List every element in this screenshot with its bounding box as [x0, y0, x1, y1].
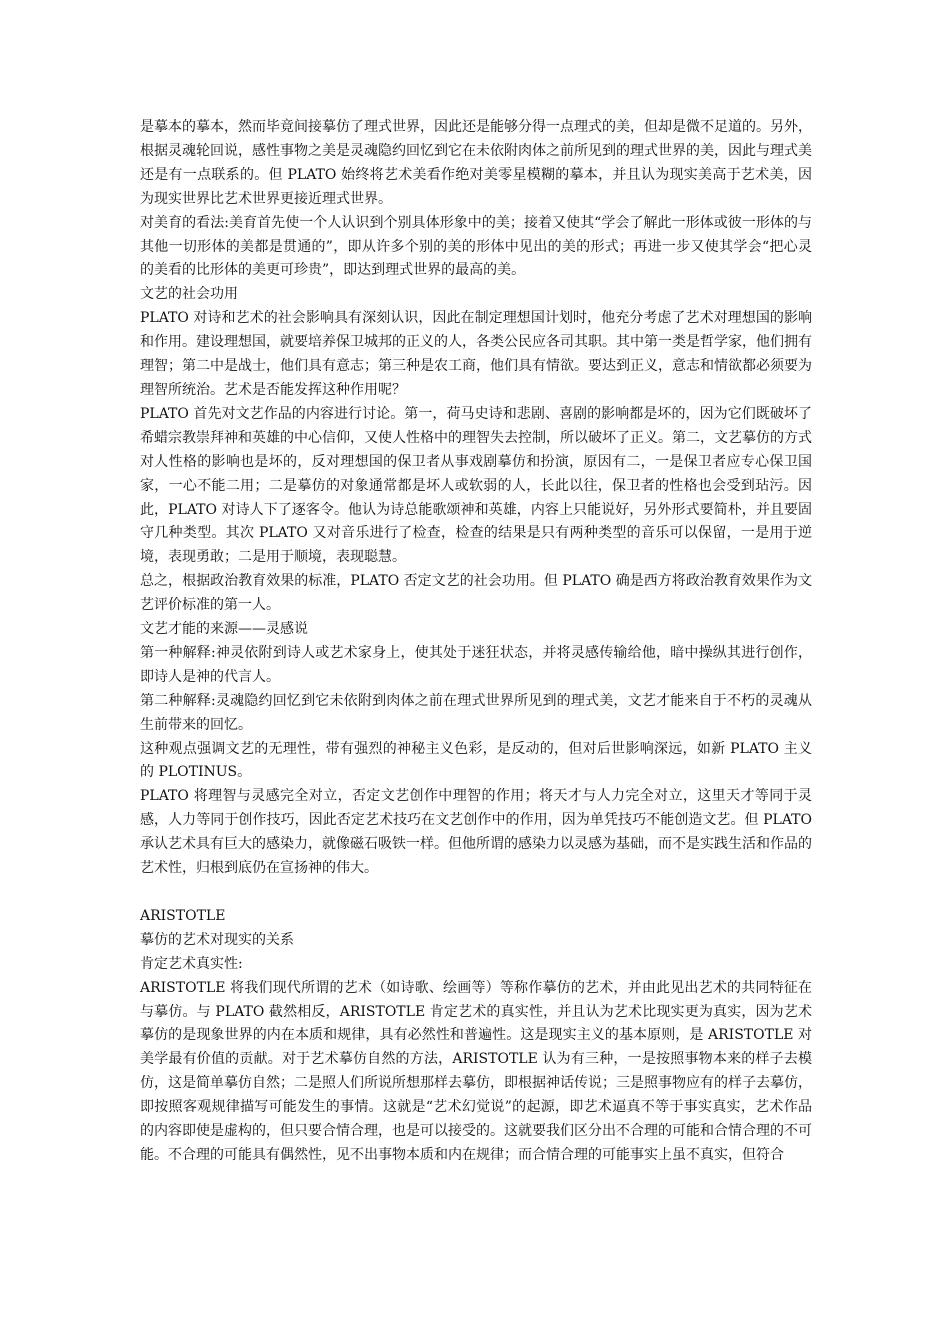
- paragraph: PLATO 首先对文艺作品的内容进行讨论。第一，荷马史诗和悲剧、喜剧的影响都是坏的，因为它们既破坏了希蜡宗教崇拜神和英雄的中心信仰，又使人性格中的理智失去控制，所以破坏了正义。第二，文艺摹仿的方式对人性格的影响也是坏的，反对理想国的保卫者从事戏剧摹仿和扮演，原因有二，一是保卫者应专心保卫国家，一心不能二用；二是摹仿的对象通常都是坏人或软弱的人，长此以往，保卫者的性格也会受到玷污。因此，PLATO 对诗人下了逐客令。他认为诗总能歌颂神和英雄，内容上只能说好，另外形式要简朴，并且要固守几种类型。其次 PLATO 又对音乐进行了检查，检查的结果是只有两种类型的音乐可以保留，一是用于逆境，表现勇敢；二是用于顺境，表现聪慧。: [140, 405, 812, 566]
- blank-line: [140, 881, 812, 905]
- section-heading: 肯定艺术真实性:: [140, 955, 243, 972]
- paragraph: 第二种解释:灵魂隐约回忆到它未依附到肉体之前在理式世界所见到的理式美，文艺才能来自于不朽的灵魂从生前带来的回忆。: [140, 692, 812, 733]
- paragraph: 是摹本的摹本，然而毕竟间接摹仿了理式世界，因此还是能够分得一点理式的美，但却是微不足道的。另外，根据灵魂轮回说，感性事物之美是灵魂隐约回忆到它在未依附肉体之前所见到的理式世界的美，因此与理式美还是有一点联系的。但 PLATO 始终将艺术美看作绝对美零星模糊的摹本，并且认为现实美高于艺术美，因为现实世界比艺术世界更接近理式世界。: [140, 119, 812, 207]
- paragraph: 第一种解释:神灵依附到诗人或艺术家身上，使其处于迷狂状态，并将灵感传输给他，暗中操纵其进行创作，即诗人是神的代言人。: [140, 644, 812, 685]
- paragraph: PLATO 对诗和艺术的社会影响具有深刻认识，因此在制定理想国计划时，他充分考虑了艺术对理想国的影响和作用。建设理想国，就要培养保卫城邦的正义的人，各类公民应各司其职。其中第一类是哲学家，他们拥有理智；第二中是战士，他们具有意志；第三种是农工商，他们具有情欲。要达到正义，意志和情欲都必须要为理智所统治。艺术是否能发挥这种作用呢？: [140, 310, 812, 398]
- paragraph: 对美育的看法:美育首先使一个人认识到个别具体形象中的美；接着又使其“学会了解此一形体或彼一形体的与其他一切形体的美都是贯通的”，即从许多个别的美的形体中见出的美的形式；再进一步又使其学会“把心灵的美看的比形体的美更可珍贵”，即达到理式世界的最高的美。: [140, 214, 812, 279]
- paragraph: PLATO 将理智与灵感完全对立，否定文艺创作中理智的作用；将天才与人力完全对立，这里天才等同于灵感，人力等同于创作技巧，因此否定艺术技巧在文艺创作中的作用，因为单凭技巧不能创造文艺。但 PLATO 承认艺术具有巨大的感染力，就像磁石吸铁一样。但他所谓的感染力以灵感为基础，而不是实践生活和作品的艺术性，归根到底仍在宣扬神的伟大。: [140, 788, 812, 877]
- paragraph: 这种观点强调文艺的无理性，带有强烈的神秘主义色彩，是反动的，但对后世影响深远，如新 PLATO 主义的 PLOTINUS。: [140, 740, 812, 781]
- section-heading: 摹仿的艺术对现实的关系: [140, 931, 294, 948]
- section-heading: 文艺才能的来源——灵感说: [140, 621, 308, 638]
- paragraph: ARISTOTLE 将我们现代所谓的艺术（如诗歌、绘画等）等称作摹仿的艺术，并由此见出艺术的共同特征在与摹仿。与 PLATO 截然相反，ARISTOTLE 肯定艺术的真实性，并且认为艺术比现实更为真实，因为艺术摹仿的是现象世界的内在本质和规律，具有必然性和普遍性。这是现实主义的基本原则，是 ARISTOTLE 对美学最有价值的贡献。对于艺术摹仿自然的方法，ARISTOTLE 认为有三种，一是按照事物本来的样子去模仿，这是简单摹仿自然；二是照人们所说所想那样去摹仿，即根据神话传说；三是照事物应有的样子去摹仿，即按照客观规律描写可能发生的事情。这就是“艺术幻觉说”的起源，即艺术逼真不等于事实真实，艺术作品的内容即使是虚构的，但只要合情合理，也是可以接受的。这就要我们区分出不合理的可能和合情合理的不可能。不合理的可能具有偶然性，见不出事物本质和内在规律；而合情合理的可能事实上虽不真实，但符合: [140, 979, 812, 1163]
- section-heading: 文艺的社会功用: [140, 286, 238, 303]
- paragraph: 总之，根据政治教育效果的标准，PLATO 否定文艺的社会功用。但 PLATO 确是西方将政治教育效果作为文艺评价标准的第一人。: [140, 573, 812, 614]
- section-heading: ARISTOTLE: [140, 907, 226, 924]
- document-page: [140, 116, 812, 1168]
